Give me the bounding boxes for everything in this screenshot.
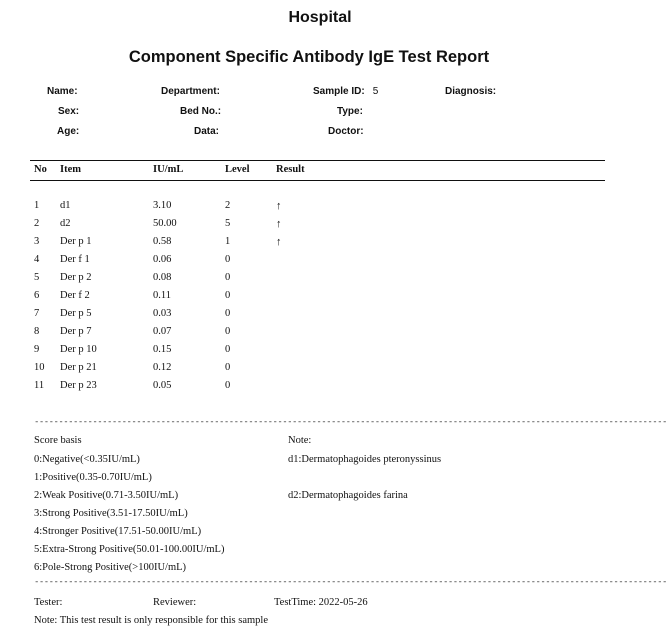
up-arrow-icon: ↑ xyxy=(276,200,282,212)
sample-id-label: Sample ID: xyxy=(313,86,365,97)
dashed-separator-bottom: ---------------------------------------------------------------------------------------------------------------------------------- xyxy=(34,577,667,587)
score-basis-item: 2:Weak Positive(0.71-3.50IU/mL) xyxy=(34,490,179,501)
row-no: 5 xyxy=(34,272,40,283)
table-header-rule xyxy=(30,180,605,181)
row-level: 0 xyxy=(225,344,231,355)
score-basis-item: 1:Positive(0.35-0.70IU/mL) xyxy=(34,472,152,483)
table-row xyxy=(0,200,640,216)
score-basis-item: 4:Stronger Positive(17.51-50.00IU/mL) xyxy=(34,526,202,537)
row-iu: 0.06 xyxy=(153,254,172,265)
hospital-name: Hospital xyxy=(288,9,352,26)
row-level: 5 xyxy=(225,218,231,229)
table-row xyxy=(0,290,640,306)
score-basis-item: 0:Negative(<0.35IU/mL) xyxy=(34,454,140,465)
row-iu: 0.12 xyxy=(153,362,172,373)
row-item: Der p 23 xyxy=(60,380,97,391)
row-no: 4 xyxy=(34,254,40,265)
table-top-rule xyxy=(30,160,605,161)
row-no: 10 xyxy=(34,362,45,373)
sample-id-value: 5 xyxy=(372,86,379,97)
row-level: 1 xyxy=(225,236,231,247)
reviewer-label: Reviewer: xyxy=(153,597,197,608)
doctor-label: Doctor: xyxy=(328,126,364,137)
table-row xyxy=(0,308,640,324)
row-no: 2 xyxy=(34,218,40,229)
row-no: 11 xyxy=(34,380,45,391)
score-basis-item: 6:Pole-Strong Positive(>100IU/mL) xyxy=(34,562,187,573)
table-row xyxy=(0,326,640,342)
row-item: Der p 7 xyxy=(60,326,92,337)
age-label: Age: xyxy=(57,126,80,137)
row-iu: 0.15 xyxy=(153,344,172,355)
note-d1: d1:Dermatophagoides pteronyssinus xyxy=(288,454,442,465)
score-basis-title: Score basis xyxy=(34,435,82,446)
type-label: Type: xyxy=(337,106,363,117)
row-iu: 0.11 xyxy=(153,290,171,301)
row-iu: 0.58 xyxy=(153,236,172,247)
test-time: TestTime: 2022-05-26 xyxy=(274,597,368,608)
row-level: 0 xyxy=(225,290,231,301)
row-iu: 50.00 xyxy=(153,218,177,229)
row-no: 9 xyxy=(34,344,40,355)
table-row xyxy=(0,362,640,378)
bed-label: Bed No.: xyxy=(180,106,222,117)
tester-label: Tester: xyxy=(34,597,63,608)
table-row xyxy=(0,272,640,288)
row-item: Der p 1 xyxy=(60,236,92,247)
col-item: Item xyxy=(60,164,81,175)
row-no: 3 xyxy=(34,236,40,247)
dashed-separator-top: ---------------------------------------------------------------------------------------------------------------------------------- xyxy=(34,417,667,427)
col-no: No xyxy=(34,164,47,175)
row-item: Der p 10 xyxy=(60,344,97,355)
row-item: d2 xyxy=(60,218,71,229)
row-level: 0 xyxy=(225,254,231,265)
score-basis-item: 3:Strong Positive(3.51-17.50IU/mL) xyxy=(34,508,188,519)
row-item: Der p 5 xyxy=(60,308,92,319)
table-row xyxy=(0,236,640,252)
up-arrow-icon: ↑ xyxy=(276,236,282,248)
row-iu: 0.05 xyxy=(153,380,172,391)
row-level: 2 xyxy=(225,200,231,211)
row-iu: 0.07 xyxy=(153,326,172,337)
table-row xyxy=(0,380,640,396)
row-level: 0 xyxy=(225,326,231,337)
row-item: Der p 2 xyxy=(60,272,92,283)
row-no: 7 xyxy=(34,308,40,319)
sample-id-field xyxy=(313,86,378,97)
name-label: Name: xyxy=(47,86,78,97)
row-level: 0 xyxy=(225,362,231,373)
diagnosis-label: Diagnosis: xyxy=(445,86,497,97)
score-basis-item: 5:Extra-Strong Positive(50.01-100.00IU/mL) xyxy=(34,544,225,555)
note-d2: d2:Dermatophagoides farina xyxy=(288,490,408,501)
sex-label: Sex: xyxy=(58,106,80,117)
col-iu: IU/mL xyxy=(153,164,184,175)
table-row xyxy=(0,344,640,360)
row-level: 0 xyxy=(225,380,231,391)
data-label: Data: xyxy=(194,126,220,137)
disclaimer: Note: This test result is only responsible for this sample xyxy=(34,615,268,626)
table-row xyxy=(0,254,640,270)
up-arrow-icon: ↑ xyxy=(276,218,282,230)
col-result: Result xyxy=(276,164,305,175)
table-header xyxy=(0,164,640,180)
row-item: d1 xyxy=(60,200,71,211)
row-no: 6 xyxy=(34,290,40,301)
row-iu: 0.08 xyxy=(153,272,172,283)
report-title: Component Specific Antibody IgE Test Report xyxy=(128,48,490,66)
row-item: Der f 2 xyxy=(60,290,90,301)
row-no: 1 xyxy=(34,200,40,211)
department-label: Department: xyxy=(161,86,220,97)
row-iu: 0.03 xyxy=(153,308,172,319)
row-item: Der p 21 xyxy=(60,362,97,373)
row-level: 0 xyxy=(225,308,231,319)
row-item: Der f 1 xyxy=(60,254,90,265)
row-no: 8 xyxy=(34,326,40,337)
table-row xyxy=(0,218,640,234)
col-level: Level xyxy=(225,164,250,175)
row-iu: 3.10 xyxy=(153,200,172,211)
row-level: 0 xyxy=(225,272,231,283)
note-title: Note: xyxy=(288,435,312,446)
